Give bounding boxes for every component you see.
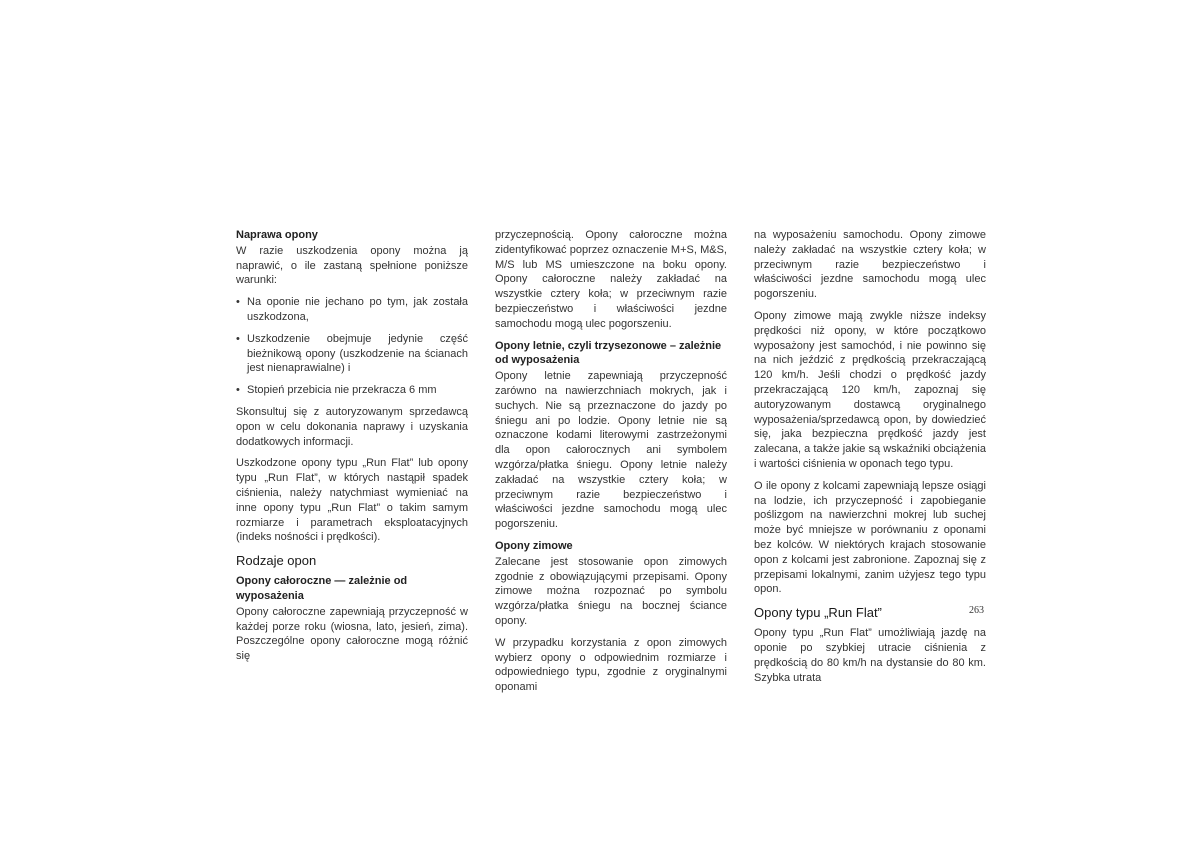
heading-rodzaje-opon: Rodzaje opon	[236, 553, 317, 569]
paragraph-skonsultuj: Skonsultuj się z autoryzowanym sprzedawcą opon w celu dokonania naprawy i uzyskania dodatkowych informacji.	[236, 405, 468, 448]
list-item: • Uszkodzenie obejmuje jedynie część bieżnikową opony (uszkodzenie na ścianach jest nienaprawialne) i	[236, 332, 468, 375]
heading-opony-run-flat: Opony typu „Run Flat”	[754, 605, 882, 621]
paragraph-zimowe-2: W przypadku korzystania z opon zimowych wybierz opony o odpowiednim rozmiarze i odpowiedniego typu, zgodnie z oryginalnymi oponami	[495, 636, 727, 694]
heading-opony-letnie: Opony letnie, czyli trzysezonowe – zależnie od wyposażenia	[495, 339, 722, 367]
conditions-list	[236, 295, 468, 398]
paragraph-caloroczne-continued: przyczepnością. Opony całoroczne można zidentyfikować poprzez oznaczenie M+S, M&S, M/S lub MS umieszczone na boku opony. Opony całoroczne należy zakładać na wszystkie cztery koła; w przeciwnym razie bezpieczeństwo i właściwości jezdne samochodu mogą ulec pogorszeniu.	[495, 229, 727, 330]
paragraph-caloroczne: Opony całoroczne zapewniają przyczepność w każdej porze roku (wiosna, lato, jesień, zima). Poszczególne opony całoroczne mogą różnić się	[236, 605, 468, 663]
paragraph-zimowe-continued: na wyposażeniu samochodu. Opony zimowe należy zakładać na wszystkie cztery koła; w przeciwnym razie bezpieczeństwo i właściwości jezdne samochodu mogą ulec pogorszeniu.	[754, 229, 986, 301]
bullet-icon: •	[236, 384, 240, 397]
bullet-icon: •	[236, 296, 240, 309]
paragraph-letnie: Opony letnie zapewniają przyczepność zarówno na nawierzchniach mokrych, jak i suchych. Nie są przeznaczone do jazdy po śniegu ani po lodzie. Opony letnie nie są oznaczone kodami literowymi zastrzeżonymi dla opon całorocznych ani symbolem wzgórza/płatka śniegu. Opony letnie należy zakładać na wszystkie cztery koła; w przeciwnym razie bezpieczeństwo i właściwości jezdne samochodu mogą ulec pogorszeniu.	[495, 370, 727, 531]
page-number: 263	[969, 605, 984, 616]
paragraph-indeksy: Opony zimowe mają zwykle niższe indeksy prędkości niż opony, w które początkowo wyposażony jest samochód, i nie powinno się na nich jeździć z prędkością przekraczającą 120 km/h. Jeśli chodzi o prędkość jazdy przekraczającą 120 km/h, zapoznaj się autoryzowanym dostawcą oryginalnego wyposażenia/sprzedawcą opon, by dowiedzieć się, jaka bezpieczna prędkość jazdy jest zalecana, a także jakie są wskaźniki obciążenia i wartości ciśnienia w oponach tego typu.	[754, 309, 986, 470]
paragraph-run-flat: Opony typu „Run Flat” umożliwiają jazdę na oponie po szybkiej utracie ciśnienia z prędkością do 80 km/h na dystansie do 80 km. Szybka utrata	[754, 627, 986, 684]
bullet-icon: •	[236, 332, 240, 345]
list-item: • Na oponie nie jechano po tym, jak została uszkodzona,	[236, 296, 468, 323]
paragraph-zimowe-1: Zalecane jest stosowanie opon zimowych zgodnie z obowiązującymi przepisami. Opony zimowe można rozpoznać po symbolu wzgórza/płatka śniegu na bocznej ściance opony.	[495, 555, 727, 627]
column-2	[495, 228, 727, 702]
column-3	[754, 228, 986, 692]
heading-opony-caloroczne: Opony całoroczne — zależnie od wyposażenia	[236, 575, 408, 602]
heading-naprawa-opony: Naprawa opony	[236, 229, 318, 241]
paragraph-intro: W razie uszkodzenia opony można ją naprawić, o ile zastaną spełnione poniższe warunki:	[236, 244, 468, 287]
paragraph-kolce: O ile opony z kolcami zapewniają lepsze osiągi na lodzie, ich przyczepność i zapobieganie poślizgom na nawierzchni mokrej lub suchej może być mniejsze w porównaniu z oponami bez kolców. W niektórych krajach stosowanie opon z kolcami jest zabronione. Zapoznaj się z przepisami lokalnymi, zanim użyjesz tego typu opon.	[754, 479, 986, 596]
paragraph-uszkodzone: Uszkodzone opony typu „Run Flat” lub opony typu „Run Flat”, w których nastąpił spadek ciśnienia, należy natychmiast wymieniać na inne opony typu „Run Flat” o takim samym rozmiarze i parametrach eksploatacyjnych (indeks nośności i prędkości).	[236, 457, 468, 544]
heading-opony-zimowe: Opony zimowe	[495, 539, 573, 552]
column-1	[236, 228, 468, 671]
list-item: • Stopień przebicia nie przekracza 6 mm	[236, 384, 437, 397]
